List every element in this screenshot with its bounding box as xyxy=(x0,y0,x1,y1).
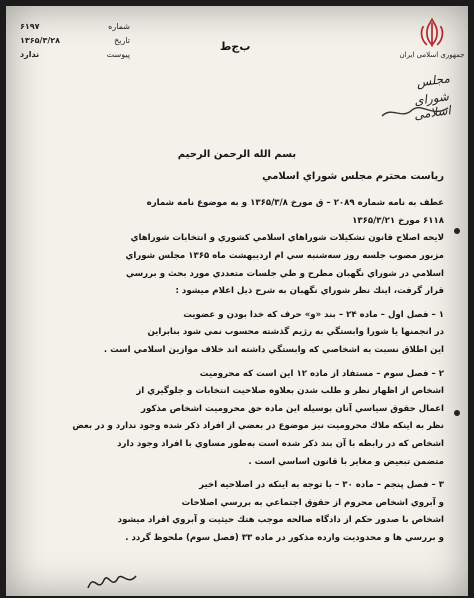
letter-line: اشخاص با صدور حكم از دادگاه صالحه موجب هتك حيثيت و آبروي افراد ميشود xyxy=(117,515,444,526)
letter-meta xyxy=(20,20,130,62)
letter-line: لايحه اصلاح قانون تشكيلات شوراهاي اسلامي كشوري و انتخابات شوراهاي xyxy=(130,233,444,244)
letter-line: ۶۱۱۸ مورخ ۱۳۶۵/۳/۲۱ xyxy=(352,215,444,226)
meta-number-value: ۶۱۹۷ xyxy=(20,22,40,31)
letter-page xyxy=(6,6,468,596)
meta-attachment-label: پیوست xyxy=(106,50,130,59)
letter-line: اعمال حقوق سياسي آنان بوسيله اين ماده حق محروميت اشخاص مذكور xyxy=(141,403,444,414)
letter-body xyxy=(30,146,444,547)
parliament-letterhead xyxy=(380,71,452,124)
letterhead-line-1: مجلس xyxy=(415,71,451,90)
letter-line: اشخاص كه در رابطه با آن بند ذكر شده است به‌طور مساوي با افراد وجود دارد xyxy=(117,438,444,449)
meta-attachment-value: ندارد xyxy=(20,50,40,59)
letterhead-line-2: شورای اسلامی xyxy=(413,89,452,123)
letterhead-flourish xyxy=(380,102,450,122)
meta-number-row xyxy=(20,20,130,34)
letter-line: اشخاص از اظهار نظر و طلب شدن بعلاوه صلاحيت انتخابات و جلوگيري از xyxy=(136,386,444,397)
meta-date-value: ۱۳۶۵/۳/۲۸ xyxy=(20,36,61,45)
letter-line: اين اطلاق نسبت به اشخاصي كه وابستگي داشته اند خلاف موازين اسلامي است . xyxy=(103,344,444,355)
letter-line: در انجمنها يا شورا وابستگي به رژيم گذشته محسوب نمي شود بنابراين xyxy=(147,327,444,338)
national-emblem xyxy=(399,16,465,78)
letter-line: نظر به اينكه ملاك محروميت نيز موضوع در بعضي از افراد ذكر شده وجود ندارد و در بعض xyxy=(72,421,444,432)
letter-line: عطف به نامه شماره ۲۰۸۹ – ق مورخ ۱۳۶۵/۳/۸ و به موضوع نامه شماره xyxy=(146,198,444,209)
meta-attachment-row xyxy=(20,48,130,62)
meta-date-row xyxy=(20,34,130,48)
binder-hole xyxy=(454,410,460,416)
letter-line: ۱ – فصل اول – ماده ۲۴ – بند «و» حرف كه خدا بودن و عضويت xyxy=(183,309,444,320)
letter-line: و آبروي اشخاص محروم از حقوق اجتماعي به بررسي اصلاحات xyxy=(181,497,444,508)
binder-hole xyxy=(454,228,460,234)
letter-line: مزبور مصوب جلسه روز سه‌شنبه سي ام ارديبهشت ماه ۱۳۶۵ مجلس شوراي xyxy=(125,250,444,261)
meta-number-label: شماره xyxy=(108,22,130,31)
header-mark: ب‌ج‌ط xyxy=(220,40,251,53)
letter-line: اسلامي در شوراي نگهبان مطرح و طي جلسات متعددي مورد بحث و بررسي xyxy=(126,268,444,279)
meta-date-label: تاریخ xyxy=(114,36,130,45)
handwritten-signature xyxy=(84,566,140,596)
letter-line: ۳ – فصل پنجم – ماده ۳۰ – با توجه به اينكه در اصلاحيه اخير xyxy=(199,480,444,491)
addressee: رياست محترم مجلس شوراي اسلامي xyxy=(262,170,444,182)
letter-line: متضمن تبعيض و مغاير با قانون اساسي است . xyxy=(248,456,444,467)
letter-line: قرار گرفت، اينك نظر شوراي نگهبان به شرح ذيل اعلام ميشود : xyxy=(175,286,444,297)
basmala: بسم الله الرحمن الرحيم xyxy=(177,149,297,160)
emblem-icon xyxy=(415,16,449,50)
emblem-caption: جمهوری اسلامی ایران xyxy=(399,51,465,59)
letter-line: ۲ – فصل سوم – مستفاد از ماده ۱۲ اين است كه محروميت xyxy=(199,368,444,379)
letter-line: و بررسي ها و محدوديت وارده مذكور در ماده ۳۳ (فصل سوم) ملحوظ گردد . xyxy=(125,532,444,543)
